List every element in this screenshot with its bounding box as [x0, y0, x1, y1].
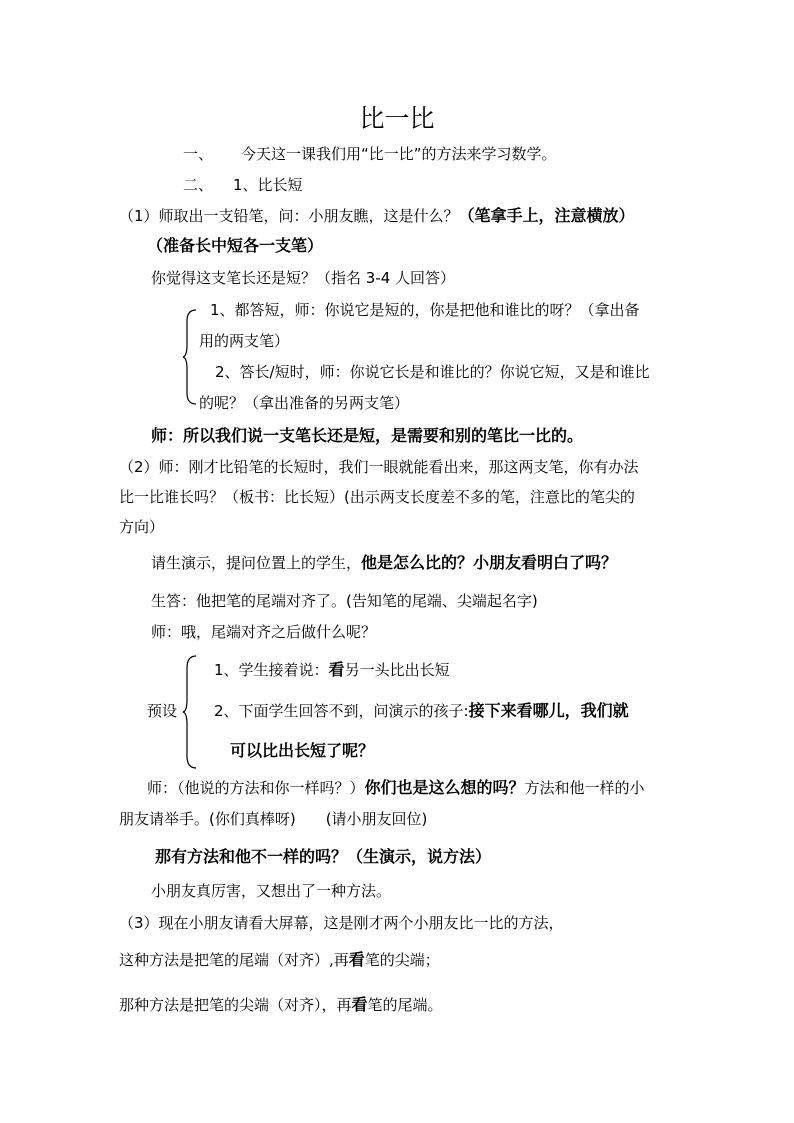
demo-text: 请生演示，提问位置上的学生， [151, 554, 362, 572]
paragraph-2-line-2: 比一比谁长吗？（板书：比长短）(出示两支长度差不多的笔，注意比的笔尖的 [119, 488, 635, 506]
left-brace [182, 655, 198, 769]
student-answer: 生答：他把笔的尾端对齐了。(告知笔的尾端、尖端起名字) [151, 592, 538, 610]
paragraph-1-emphasis: （笔拿手上，注意横放） [458, 206, 635, 225]
paragraph-2-line-3: 方向） [119, 518, 165, 536]
demo-emphasis: 他是怎么比的？小朋友看明白了吗？ [361, 553, 618, 572]
conclusion: 师：所以我们说一支笔长还是短，是需要和别的笔比一比的。 [151, 426, 584, 445]
teacher-line-1 [147, 778, 645, 798]
preset-item-2-text: 2、下面学生回答不到，问演示的孩子: [214, 702, 469, 720]
method-1-rest: 笔的尖端； [364, 951, 440, 969]
other-method-question: 那有方法和他不一样的吗？（生演示，说方法） [155, 847, 492, 866]
preset-item-2-continued: 可以比出长短了呢？ [230, 741, 375, 760]
teacher-question: 师：哦，尾端对齐之后做什么呢？ [151, 623, 377, 641]
left-brace [182, 309, 198, 405]
teacher-line-1-emphasis: 你们也是这么想的吗？ [364, 778, 525, 797]
preset-item-2-emphasis: 接下来看哪儿，我们就 [468, 701, 629, 720]
method-2 [119, 995, 443, 1015]
preset-label: 预设 [147, 702, 178, 720]
preset-item-1-rest: 另一头比出长短 [344, 661, 450, 679]
section-2 [183, 175, 303, 195]
method-1-emphasis: 看 [348, 950, 365, 969]
brace-item-2-line-1: 2、答长/短时，师：你说它长是和谁比的？你说它短，又是和谁比 [215, 363, 650, 381]
teacher-line-2: 朋友请举手。(你们真棒呀) (请小朋友回位) [119, 810, 428, 828]
preset-item-2 [214, 701, 629, 721]
page-title: 比一比 [359, 104, 435, 133]
praise-line: 小朋友真厉害，又想出了一种方法。 [151, 882, 392, 900]
section-1-number: 一、 [183, 145, 214, 163]
paragraph-3: （3）现在小朋友请看大屏幕，这是刚才两个小朋友比一比的方法， [119, 914, 564, 932]
section-2-number: 二、 [183, 176, 214, 194]
section-1 [183, 144, 557, 164]
method-2-rest: 笔的尾端。 [367, 996, 443, 1014]
section-2-text: 1、比长短 [233, 176, 303, 194]
teacher-line-1-rest: 方法和他一样的小 [524, 779, 645, 797]
brace-item-1-line-1: 1、都答短，师：你说它是短的，你是把他和谁比的呀？（拿出备 [210, 301, 640, 319]
preset-item-1 [214, 660, 450, 680]
method-2-text: 那种方法是把笔的尖端（对齐），再 [119, 996, 352, 1014]
paragraph-2-line-1: （2）师：刚才比铅笔的长短时，我们一眼就能看出来，那这两支笔，你有办法 [119, 458, 639, 476]
teacher-line-1-text: 师：（他说的方法和你一样吗？） [147, 779, 365, 797]
preset-item-1-emphasis: 看 [328, 660, 345, 679]
brace-item-2-line-2: 的呢？（拿出准备的另两支笔） [199, 394, 410, 412]
method-2-emphasis: 看 [351, 995, 368, 1014]
preparation-note: （准备长中短各一支笔） [147, 236, 324, 255]
method-1-text: 这种方法是把笔的尾端（对齐）,再 [119, 951, 349, 969]
demo-line [151, 553, 617, 573]
section-1-text: 今天这一课我们用“比一比”的方法来学习数学。 [241, 145, 557, 163]
question-line: 你觉得这支笔长还是短？（指名 3-4 人回答） [151, 269, 456, 287]
method-1 [119, 950, 440, 970]
paragraph-1-text: （1）师取出一支铅笔，问：小朋友瞧，这是什么？ [119, 207, 459, 225]
paragraph-1 [119, 206, 635, 226]
preset-item-1-text: 1、学生接着说： [214, 661, 329, 679]
brace-item-1-line-2: 用的两支笔） [199, 332, 290, 350]
